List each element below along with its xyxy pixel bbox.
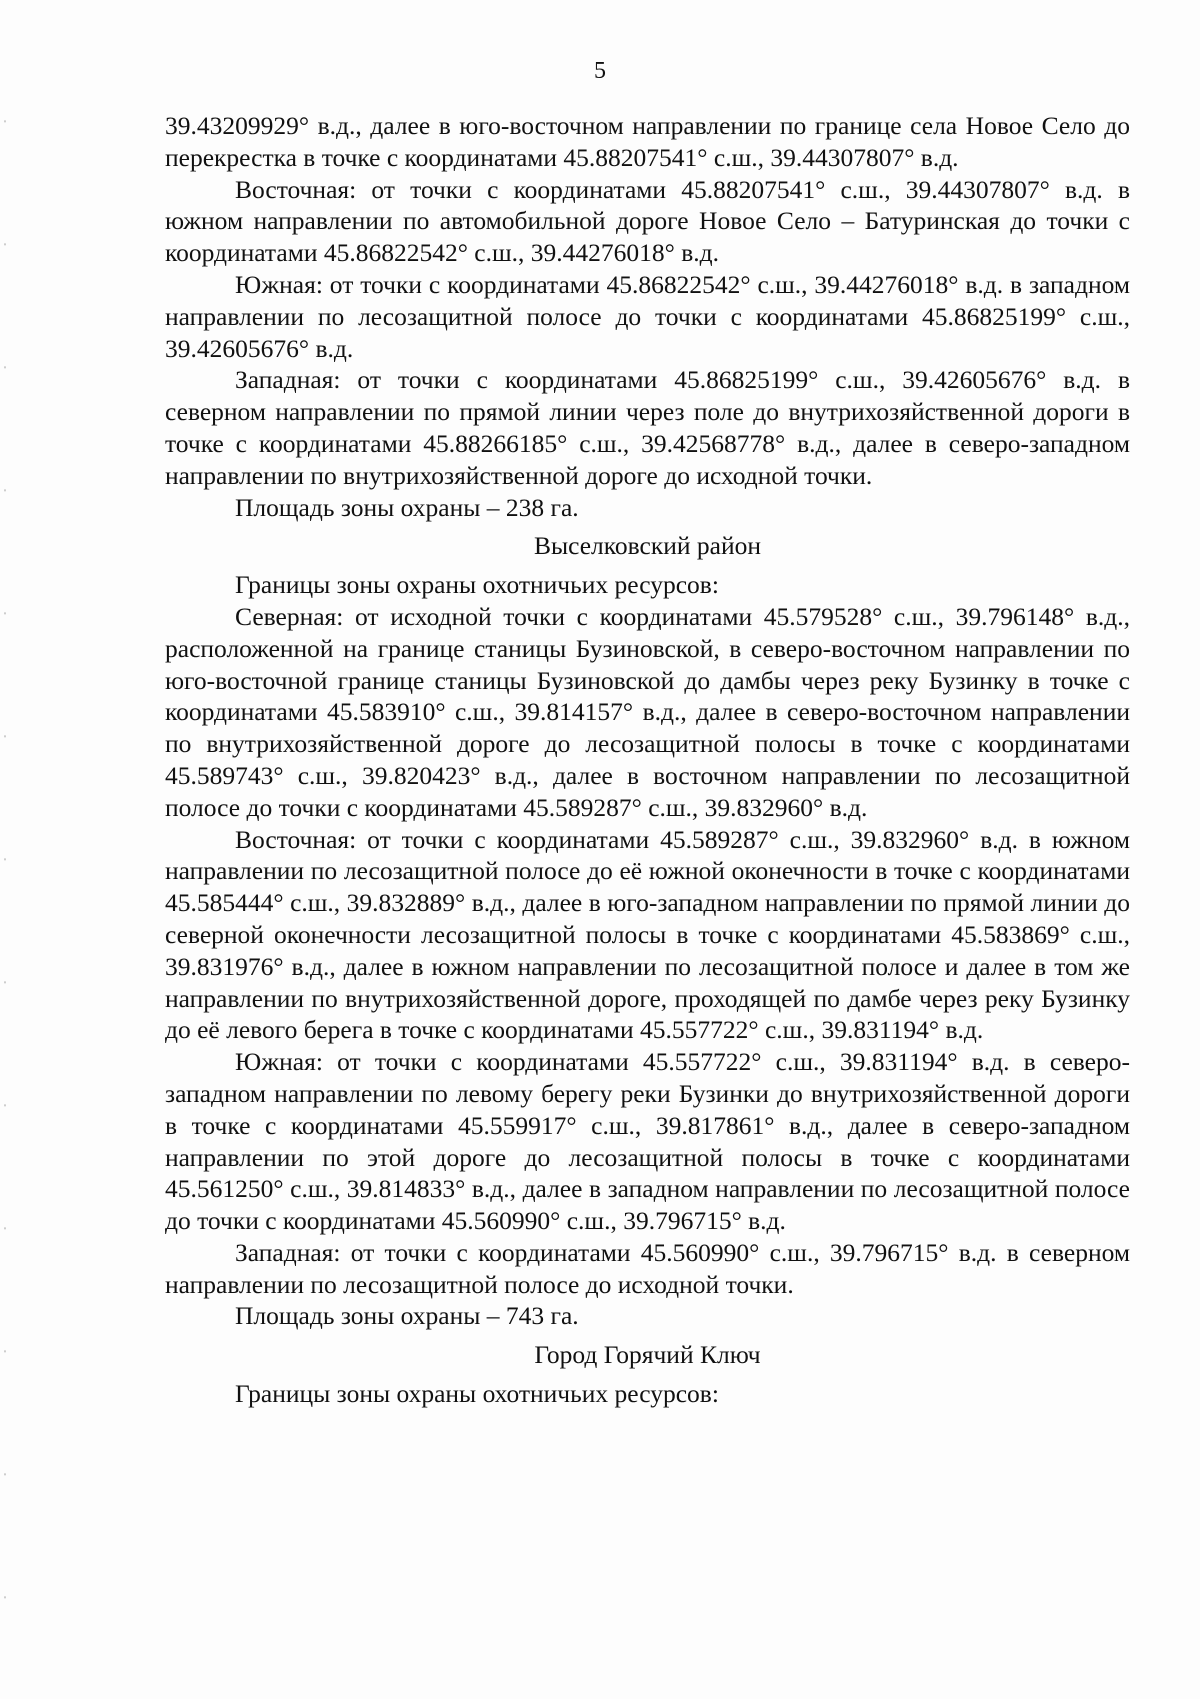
section-heading-goryachiy-klyuch: Город Горячий Ключ [534, 1340, 761, 1370]
vyselki-west-boundary: Западная: от точки с координатами 45.560990° с.ш., 39.796715° в.д. в северном направлении по лесозащитной полосе до исходной точки. [165, 1237, 1130, 1299]
vyselki-east-boundary: Восточная: от точки с координатами 45.589287° с.ш., 39.832960° в.д. в южном направлении по лесозащитной полосе до её южной оконечности в точке с координатами 45.585444° с.ш., 39.832889° в.д., далее в юго-западном направлении по прямой линии до северной оконечности лесозащитной полосы в точке с координатами 45.583869° с.ш., 39.831976° в.д., далее в южном направлении по лесозащитной полосе и далее в том же направлении по внутрихозяйственной дороге, проходящей по дамбе через реку Бузинку до её левого берега в точке с координатами 45.557722° с.ш., 39.831194° в.д. [165, 824, 1130, 1045]
paragraph-south-boundary: Южная: от точки с координатами 45.86822542° с.ш., 39.44276018° в.д. в западном направлении по лесозащитной полосе до точки с координатами 45.86825199° с.ш., 39.42605676° в.д. [165, 269, 1130, 363]
section-intro-goryachiy-klyuch: Границы зоны охраны охотничьих ресурсов: [235, 1379, 719, 1409]
document-body [165, 110, 1130, 1410]
paragraph-west-boundary: Западная: от точки с координатами 45.86825199° с.ш., 39.42605676° в.д. в северном направлении по прямой линии через поле до внутрихозяйственной дороги в точке с координатами 45.88266185° с.ш., 39.42568778° в.д., далее в северо-западном направлении по внутрихозяйственной дороге до исходной точки. [165, 365, 1130, 490]
section-intro-vyselki: Границы зоны охраны охотничьих ресурсов: [235, 570, 719, 600]
paragraph-area: Площадь зоны охраны – 238 га. [235, 492, 579, 522]
vyselki-north-boundary: Северная: от исходной точки с координатами 45.579528° с.ш., 39.796148° в.д., расположенной на границе станицы Бузиновской, в северо-восточном направлении по юго-восточной границе станицы Бузиновской до дамбы через реку Бузинку в точке с координатами 45.583910° с.ш., 39.814157° в.д., далее в северо-восточном направлении по внутрихозяйственной дороге до лесозащитной полосы в точке с координатами 45.589743° с.ш., 39.820423° в.д., далее в восточном направлении по лесозащитной полосе до точки с координатами 45.589287° с.ш., 39.832960° в.д. [165, 601, 1130, 822]
paragraph-continuation: 39.43209929° в.д., далее в юго-восточном направлении по границе села Новое Село до перекрестка в точке с координатами 45.88207541° с.ш., 39.44307807° в.д. [165, 111, 1130, 172]
section-heading-vyselki: Выселковский район [533, 531, 762, 561]
vyselki-south-boundary: Южная: от точки с координатами 45.557722° с.ш., 39.831194° в.д. в северо-западном направлении по левому берегу реки Бузинки до внутрихозяйственной дороги в точке с координатами 45.559917° с.ш., 39.817861° в.д., далее в северо-западном направлении по этой дороге до лесозащитной полосы в точке с координатами 45.561250° с.ш., 39.814833° в.д., далее в западном направлении по лесозащитной полосе до точки с координатами 45.560990° с.ш., 39.796715° в.д. [165, 1047, 1130, 1236]
scan-edge-artifact [4, 0, 6, 1699]
paragraph-east-boundary: Восточная: от точки с координатами 45.88207541° с.ш., 39.44307807° в.д. в южном направлении по автомобильной дороге Новое Село – Батуринская до точки с координатами 45.86822542° с.ш., 39.44276018° в.д. [165, 174, 1130, 268]
vyselki-area: Площадь зоны охраны – 743 га. [235, 1301, 579, 1331]
page-number: 5 [594, 58, 606, 84]
